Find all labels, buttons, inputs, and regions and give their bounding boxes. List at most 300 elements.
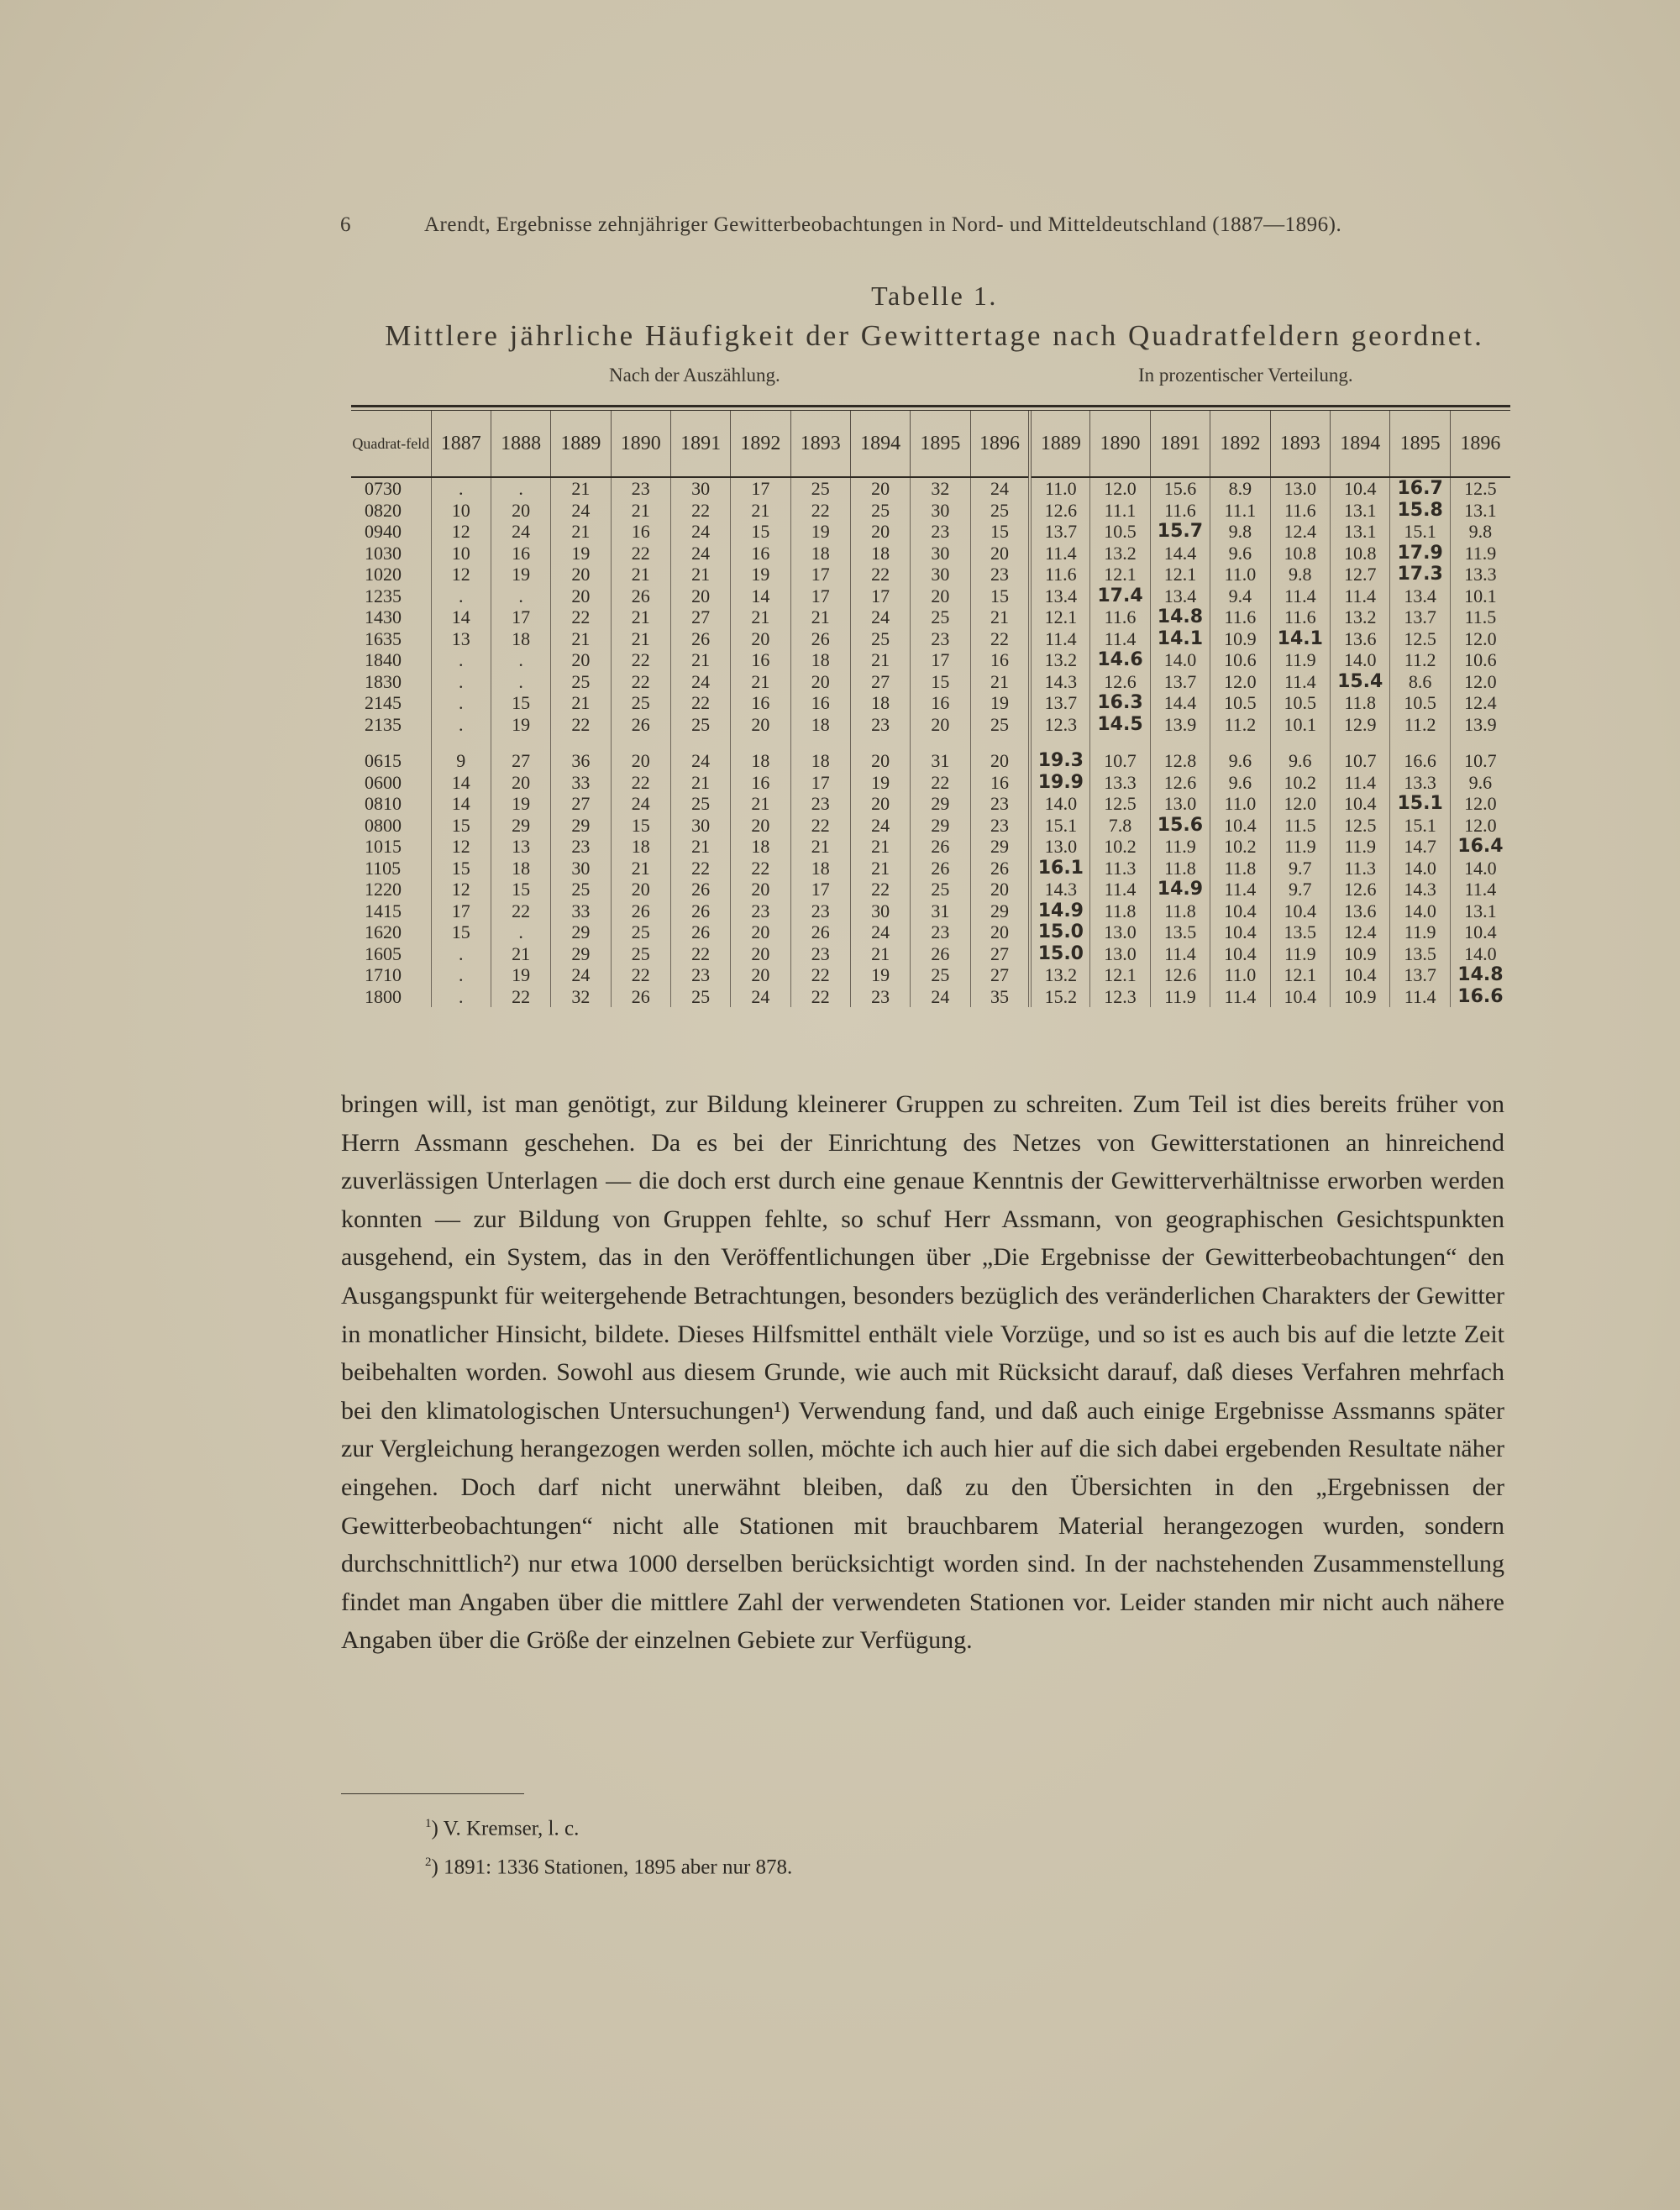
cell-count: 20 <box>491 772 550 794</box>
cell-count: 23 <box>911 521 970 543</box>
cell-count: 10 <box>431 543 491 564</box>
cell-percent: 13.2 <box>1090 543 1150 564</box>
cell-count: 21 <box>611 606 670 628</box>
cell-count: 14 <box>731 585 790 607</box>
cell-count: 30 <box>551 858 611 879</box>
table-row <box>351 772 1510 794</box>
table-row <box>351 714 1510 736</box>
cell-percent: 14.5 <box>1090 714 1150 736</box>
cell-count: 21 <box>850 649 910 671</box>
cell-count: 20 <box>790 671 850 693</box>
cell-percent: 13.0 <box>1030 836 1089 858</box>
cell-percent: 10.4 <box>1331 964 1390 986</box>
cell-field: 1605 <box>365 942 402 964</box>
cell-percent: 11.4 <box>1030 628 1089 650</box>
cell-count: 25 <box>551 671 611 693</box>
cell-count: 30 <box>670 477 730 500</box>
cell-percent: 14.1 <box>1150 628 1210 650</box>
cell-percent: 17.4 <box>1090 585 1150 607</box>
cell-percent: 13.7 <box>1030 521 1089 543</box>
cell-percent: 16.7 <box>1390 477 1450 500</box>
cell-percent: 12.0 <box>1450 793 1510 815</box>
table-row <box>351 943 1510 965</box>
table-row <box>351 858 1510 879</box>
cell-count: 22 <box>790 815 850 837</box>
cell-count: 20 <box>670 585 730 607</box>
cell-percent: 11.8 <box>1150 900 1210 922</box>
cell-count: 18 <box>611 836 670 858</box>
cell-field: 1635 <box>365 627 402 649</box>
cell-percent: 11.6 <box>1210 606 1270 628</box>
column-header-pct-1894: 1894 <box>1331 411 1390 477</box>
cell-percent: 12.1 <box>1150 564 1210 585</box>
table-top-rule <box>351 405 1510 407</box>
cell-count: 18 <box>790 714 850 736</box>
cell-count: 26 <box>670 628 730 650</box>
cell-percent: 12.6 <box>1150 964 1210 986</box>
cell-percent: 11.6 <box>1270 500 1330 522</box>
cell-count: 15 <box>970 585 1030 607</box>
cell-count: 17 <box>790 772 850 794</box>
cell-percent: 11.0 <box>1210 564 1270 585</box>
cell-count: 29 <box>551 921 611 943</box>
cell-percent: 15.1 <box>1390 793 1450 815</box>
cell-percent: 12.5 <box>1390 628 1450 650</box>
cell-count: 21 <box>850 836 910 858</box>
cell-percent: 10.9 <box>1210 628 1270 650</box>
cell-percent: 11.6 <box>1030 564 1089 585</box>
cell-percent: 17.3 <box>1390 564 1450 585</box>
cell-percent: 13.3 <box>1390 772 1450 794</box>
cell-percent: 11.3 <box>1331 858 1390 879</box>
cell-percent: 10.4 <box>1270 986 1330 1008</box>
table-row <box>351 671 1510 693</box>
cell-count: 32 <box>911 477 970 500</box>
cell-percent: 9.8 <box>1270 564 1330 585</box>
column-header-count-1888: 1888 <box>491 411 550 477</box>
cell-count: 15 <box>731 521 790 543</box>
cell-percent: 9.6 <box>1270 750 1330 772</box>
cell-count: 26 <box>670 879 730 900</box>
cell-count: 17 <box>850 585 910 607</box>
cell-count: 14 <box>431 793 491 815</box>
cell-count: 25 <box>611 921 670 943</box>
cell-count: 22 <box>611 964 670 986</box>
cell-count: 25 <box>850 628 910 650</box>
cell-percent: 13.4 <box>1150 585 1210 607</box>
cell-percent: 13.2 <box>1030 649 1089 671</box>
cell-count: . <box>431 477 491 500</box>
cell-count: 24 <box>731 986 790 1008</box>
cell-count: . <box>431 585 491 607</box>
cell-percent: 14.9 <box>1030 900 1089 922</box>
cell-count: 18 <box>731 836 790 858</box>
cell-percent: 14.6 <box>1090 649 1150 671</box>
cell-count: 17 <box>431 900 491 922</box>
cell-count: 22 <box>970 628 1030 650</box>
cell-percent: 13.7 <box>1030 692 1089 714</box>
cell-count: 26 <box>911 943 970 965</box>
footnote-mark: 1 <box>425 1817 432 1830</box>
cell-count: 22 <box>551 606 611 628</box>
cell-percent: 15.1 <box>1030 815 1089 837</box>
cell-count: 21 <box>551 477 611 500</box>
cell-field: 0600 <box>365 771 402 793</box>
cell-count: 20 <box>850 793 910 815</box>
cell-percent: 14.4 <box>1150 543 1210 564</box>
cell-percent: 10.4 <box>1210 900 1270 922</box>
cell-count: 22 <box>850 879 910 900</box>
cell-count: 24 <box>670 543 730 564</box>
cell-count: 19 <box>731 564 790 585</box>
cell-count: 19 <box>491 964 550 986</box>
cell-percent: 10.1 <box>1450 585 1510 607</box>
cell-percent: 13.7 <box>1390 964 1450 986</box>
cell-percent: 10.9 <box>1331 943 1390 965</box>
cell-count: . <box>431 943 491 965</box>
column-header-pct-1892: 1892 <box>1210 411 1270 477</box>
cell-count: 16 <box>491 543 550 564</box>
cell-count: 21 <box>491 943 550 965</box>
cell-percent: 14.3 <box>1030 671 1089 693</box>
table-row <box>351 521 1510 543</box>
cell-percent: 11.9 <box>1270 649 1330 671</box>
cell-percent: 11.0 <box>1210 793 1270 815</box>
cell-count: 21 <box>551 628 611 650</box>
cell-count: 22 <box>790 986 850 1008</box>
cell-count: 22 <box>491 986 550 1008</box>
cell-count: 18 <box>850 543 910 564</box>
cell-count: 26 <box>611 986 670 1008</box>
cell-percent: 11.8 <box>1150 858 1210 879</box>
cell-percent: 11.4 <box>1331 585 1390 607</box>
cell-percent: 11.8 <box>1090 900 1150 922</box>
cell-count: . <box>491 477 550 500</box>
cell-count: 16 <box>790 692 850 714</box>
cell-count: 20 <box>731 714 790 736</box>
cell-percent: 13.5 <box>1390 943 1450 965</box>
cell-count: 22 <box>850 564 910 585</box>
cell-count: 14 <box>431 772 491 794</box>
cell-count: 22 <box>611 772 670 794</box>
cell-percent: 13.1 <box>1331 500 1390 522</box>
cell-percent: 13.1 <box>1450 900 1510 922</box>
cell-count: 12 <box>431 521 491 543</box>
cell-percent: 15.0 <box>1030 921 1089 943</box>
cell-percent: 10.7 <box>1331 750 1390 772</box>
cell-count: 26 <box>611 714 670 736</box>
cell-percent: 10.6 <box>1210 649 1270 671</box>
cell-count: 24 <box>551 964 611 986</box>
table-row <box>351 585 1510 607</box>
cell-count: 20 <box>850 521 910 543</box>
cell-count: 22 <box>670 943 730 965</box>
column-header-count-1889: 1889 <box>551 411 611 477</box>
cell-count: . <box>431 986 491 1008</box>
cell-count: 20 <box>491 500 550 522</box>
footnote <box>425 1845 792 1884</box>
cell-count: 22 <box>670 500 730 522</box>
cell-count: 21 <box>790 606 850 628</box>
cell-percent: 14.0 <box>1390 900 1450 922</box>
cell-count: 25 <box>850 500 910 522</box>
cell-count: 24 <box>670 521 730 543</box>
cell-count: 21 <box>790 836 850 858</box>
cell-percent: 11.5 <box>1450 606 1510 628</box>
table-row <box>351 477 1510 500</box>
cell-percent: 13.6 <box>1331 900 1390 922</box>
cell-count: 24 <box>670 750 730 772</box>
table-row <box>351 793 1510 815</box>
cell-count: . <box>431 649 491 671</box>
cell-percent: 11.4 <box>1270 585 1330 607</box>
cell-percent: 16.4 <box>1450 836 1510 858</box>
cell-percent: 16.1 <box>1030 858 1089 879</box>
cell-percent: 14.0 <box>1331 649 1390 671</box>
footnote <box>425 1807 792 1845</box>
cell-percent: 12.6 <box>1030 500 1089 522</box>
table-row <box>351 900 1510 922</box>
cell-count: 32 <box>551 986 611 1008</box>
cell-field: 1710 <box>365 964 402 985</box>
cell-field: 1020 <box>365 564 402 585</box>
cell-field: 1430 <box>365 606 402 627</box>
cell-percent: 12.6 <box>1150 772 1210 794</box>
cell-count: 24 <box>670 671 730 693</box>
cell-count: 29 <box>551 943 611 965</box>
cell-count: 24 <box>911 986 970 1008</box>
cell-percent: 15.1 <box>1390 815 1450 837</box>
cell-count: 26 <box>970 858 1030 879</box>
cell-count: 26 <box>911 858 970 879</box>
cell-count: 25 <box>911 964 970 986</box>
cell-percent: 15.6 <box>1150 815 1210 837</box>
cell-count: 22 <box>790 964 850 986</box>
cell-percent: 10.2 <box>1210 836 1270 858</box>
cell-percent: 13.3 <box>1090 772 1150 794</box>
cell-count: 13 <box>431 628 491 650</box>
cell-count: . <box>491 671 550 693</box>
cell-percent: 13.7 <box>1390 606 1450 628</box>
column-header-pct-1895: 1895 <box>1390 411 1450 477</box>
cell-percent: 12.5 <box>1090 793 1150 815</box>
cell-percent: 8.9 <box>1210 477 1270 500</box>
cell-percent: 10.5 <box>1090 521 1150 543</box>
cell-field: 1220 <box>365 879 402 900</box>
cell-count: 24 <box>850 921 910 943</box>
cell-count: 21 <box>850 943 910 965</box>
cell-percent: 11.4 <box>1090 879 1150 900</box>
cell-count: 26 <box>611 900 670 922</box>
cell-count: 19 <box>491 564 550 585</box>
cell-count: 21 <box>551 521 611 543</box>
cell-percent: 15.4 <box>1331 671 1390 693</box>
cell-count: . <box>491 921 550 943</box>
cell-percent: 13.5 <box>1270 921 1330 943</box>
table-row <box>351 649 1510 671</box>
cell-count: 21 <box>611 858 670 879</box>
cell-count: 22 <box>670 858 730 879</box>
cell-count: . <box>491 585 550 607</box>
cell-count: 12 <box>431 879 491 900</box>
cell-percent: 14.0 <box>1030 793 1089 815</box>
cell-field: 1235 <box>365 585 402 606</box>
cell-count: 22 <box>491 900 550 922</box>
cell-count: 23 <box>611 477 670 500</box>
running-title: Arendt, Ergebnisse zehnjähriger Gewitterbeobachtungen in Nord- und Mitteldeutschland (1887—1896). <box>424 213 1342 236</box>
cell-percent: 15.1 <box>1390 521 1450 543</box>
cell-count: 25 <box>911 606 970 628</box>
cell-count: 27 <box>970 943 1030 965</box>
cell-count: 24 <box>611 793 670 815</box>
cell-count: 22 <box>911 772 970 794</box>
table-row <box>351 986 1510 1008</box>
cell-percent: 13.2 <box>1331 606 1390 628</box>
cell-percent: 13.0 <box>1090 943 1150 965</box>
cell-percent: 14.0 <box>1450 858 1510 879</box>
cell-count: 22 <box>731 858 790 879</box>
table-row <box>351 543 1510 564</box>
cell-percent: 11.4 <box>1210 986 1270 1008</box>
table-subheading-percent: In prozentischer Verteilung. <box>1138 365 1353 386</box>
cell-percent: 11.9 <box>1150 986 1210 1008</box>
cell-percent: 13.4 <box>1030 585 1089 607</box>
cell-field: 2145 <box>365 692 402 713</box>
cell-count: 15 <box>611 815 670 837</box>
cell-count: 36 <box>551 750 611 772</box>
table-row <box>351 815 1510 837</box>
cell-count: 18 <box>850 692 910 714</box>
cell-count: 21 <box>731 793 790 815</box>
cell-percent: 11.4 <box>1030 543 1089 564</box>
cell-field: 0820 <box>365 499 402 521</box>
cell-count: 33 <box>551 772 611 794</box>
cell-count: 16 <box>731 543 790 564</box>
cell-count: 12 <box>431 836 491 858</box>
cell-percent: 10.2 <box>1090 836 1150 858</box>
cell-count: 25 <box>611 692 670 714</box>
cell-count: 25 <box>970 714 1030 736</box>
footnotes <box>425 1807 792 1885</box>
cell-percent: 10.4 <box>1210 921 1270 943</box>
cell-percent: 12.7 <box>1331 564 1390 585</box>
cell-count: 23 <box>850 714 910 736</box>
cell-percent: 11.1 <box>1210 500 1270 522</box>
cell-percent: 13.3 <box>1450 564 1510 585</box>
cell-percent: 12.4 <box>1450 692 1510 714</box>
cell-percent: 11.0 <box>1030 477 1089 500</box>
cell-percent: 14.3 <box>1390 879 1450 900</box>
cell-percent: 10.4 <box>1210 943 1270 965</box>
cell-count: 23 <box>850 986 910 1008</box>
cell-count: 22 <box>611 543 670 564</box>
table-body <box>351 477 1510 1007</box>
cell-count: 26 <box>611 585 670 607</box>
cell-count: 24 <box>551 500 611 522</box>
cell-percent: 15.2 <box>1030 986 1089 1008</box>
cell-field: 1830 <box>365 670 402 692</box>
cell-count: 21 <box>970 671 1030 693</box>
column-header-pct-1896: 1896 <box>1450 411 1510 477</box>
cell-field: 0940 <box>365 521 402 542</box>
cell-count: 20 <box>970 543 1030 564</box>
cell-field: 1415 <box>365 900 402 921</box>
cell-count: 23 <box>790 900 850 922</box>
cell-count: 22 <box>551 714 611 736</box>
cell-field: 1030 <box>365 542 402 564</box>
cell-count: 27 <box>970 964 1030 986</box>
cell-percent: 12.1 <box>1090 564 1150 585</box>
cell-count: 23 <box>970 793 1030 815</box>
cell-count: 21 <box>970 606 1030 628</box>
cell-percent: 10.4 <box>1450 921 1510 943</box>
cell-count: 35 <box>970 986 1030 1008</box>
cell-count: 20 <box>970 921 1030 943</box>
cell-count: 20 <box>551 585 611 607</box>
cell-count: 20 <box>731 943 790 965</box>
cell-percent: 13.2 <box>1030 964 1089 986</box>
cell-percent: 17.9 <box>1390 543 1450 564</box>
cell-count: 20 <box>731 879 790 900</box>
cell-count: 31 <box>911 900 970 922</box>
cell-count: 18 <box>790 649 850 671</box>
column-header-count-1890: 1890 <box>611 411 670 477</box>
cell-percent: 11.4 <box>1331 772 1390 794</box>
cell-percent: 13.0 <box>1150 793 1210 815</box>
cell-count: 20 <box>970 750 1030 772</box>
cell-count: 20 <box>970 879 1030 900</box>
cell-count: 24 <box>970 477 1030 500</box>
cell-count: 16 <box>731 772 790 794</box>
cell-percent: 9.7 <box>1270 879 1330 900</box>
cell-percent: 10.7 <box>1090 750 1150 772</box>
footnote-rule <box>341 1793 524 1794</box>
cell-count: 15 <box>491 692 550 714</box>
cell-percent: 9.7 <box>1270 858 1330 879</box>
cell-percent: 10.5 <box>1210 692 1270 714</box>
cell-count: 23 <box>970 815 1030 837</box>
cell-count: 21 <box>670 772 730 794</box>
cell-count: 22 <box>790 500 850 522</box>
cell-percent: 10.6 <box>1450 649 1510 671</box>
cell-percent: 14.3 <box>1030 879 1089 900</box>
cell-count: 19 <box>491 793 550 815</box>
cell-count: 25 <box>970 500 1030 522</box>
cell-percent: 12.9 <box>1331 714 1390 736</box>
cell-percent: 13.7 <box>1150 671 1210 693</box>
cell-count: 20 <box>850 750 910 772</box>
cell-count: 27 <box>670 606 730 628</box>
footnote-mark: 2 <box>425 1856 432 1870</box>
cell-count: 16 <box>731 649 790 671</box>
column-header-pct-1891: 1891 <box>1150 411 1210 477</box>
body-paragraph <box>341 1085 1504 1660</box>
cell-count: . <box>431 714 491 736</box>
cell-percent: 10.8 <box>1270 543 1330 564</box>
cell-count: 25 <box>911 879 970 900</box>
cell-count: 30 <box>850 900 910 922</box>
cell-count: 23 <box>731 900 790 922</box>
cell-count: 19 <box>970 692 1030 714</box>
cell-count: 16 <box>970 772 1030 794</box>
cell-count: 17 <box>790 585 850 607</box>
cell-percent: 11.9 <box>1270 836 1330 858</box>
cell-percent: 12.4 <box>1270 521 1330 543</box>
cell-count: 20 <box>731 628 790 650</box>
cell-count: 17 <box>790 879 850 900</box>
cell-percent: 13.9 <box>1450 714 1510 736</box>
cell-field: 1015 <box>365 836 402 857</box>
